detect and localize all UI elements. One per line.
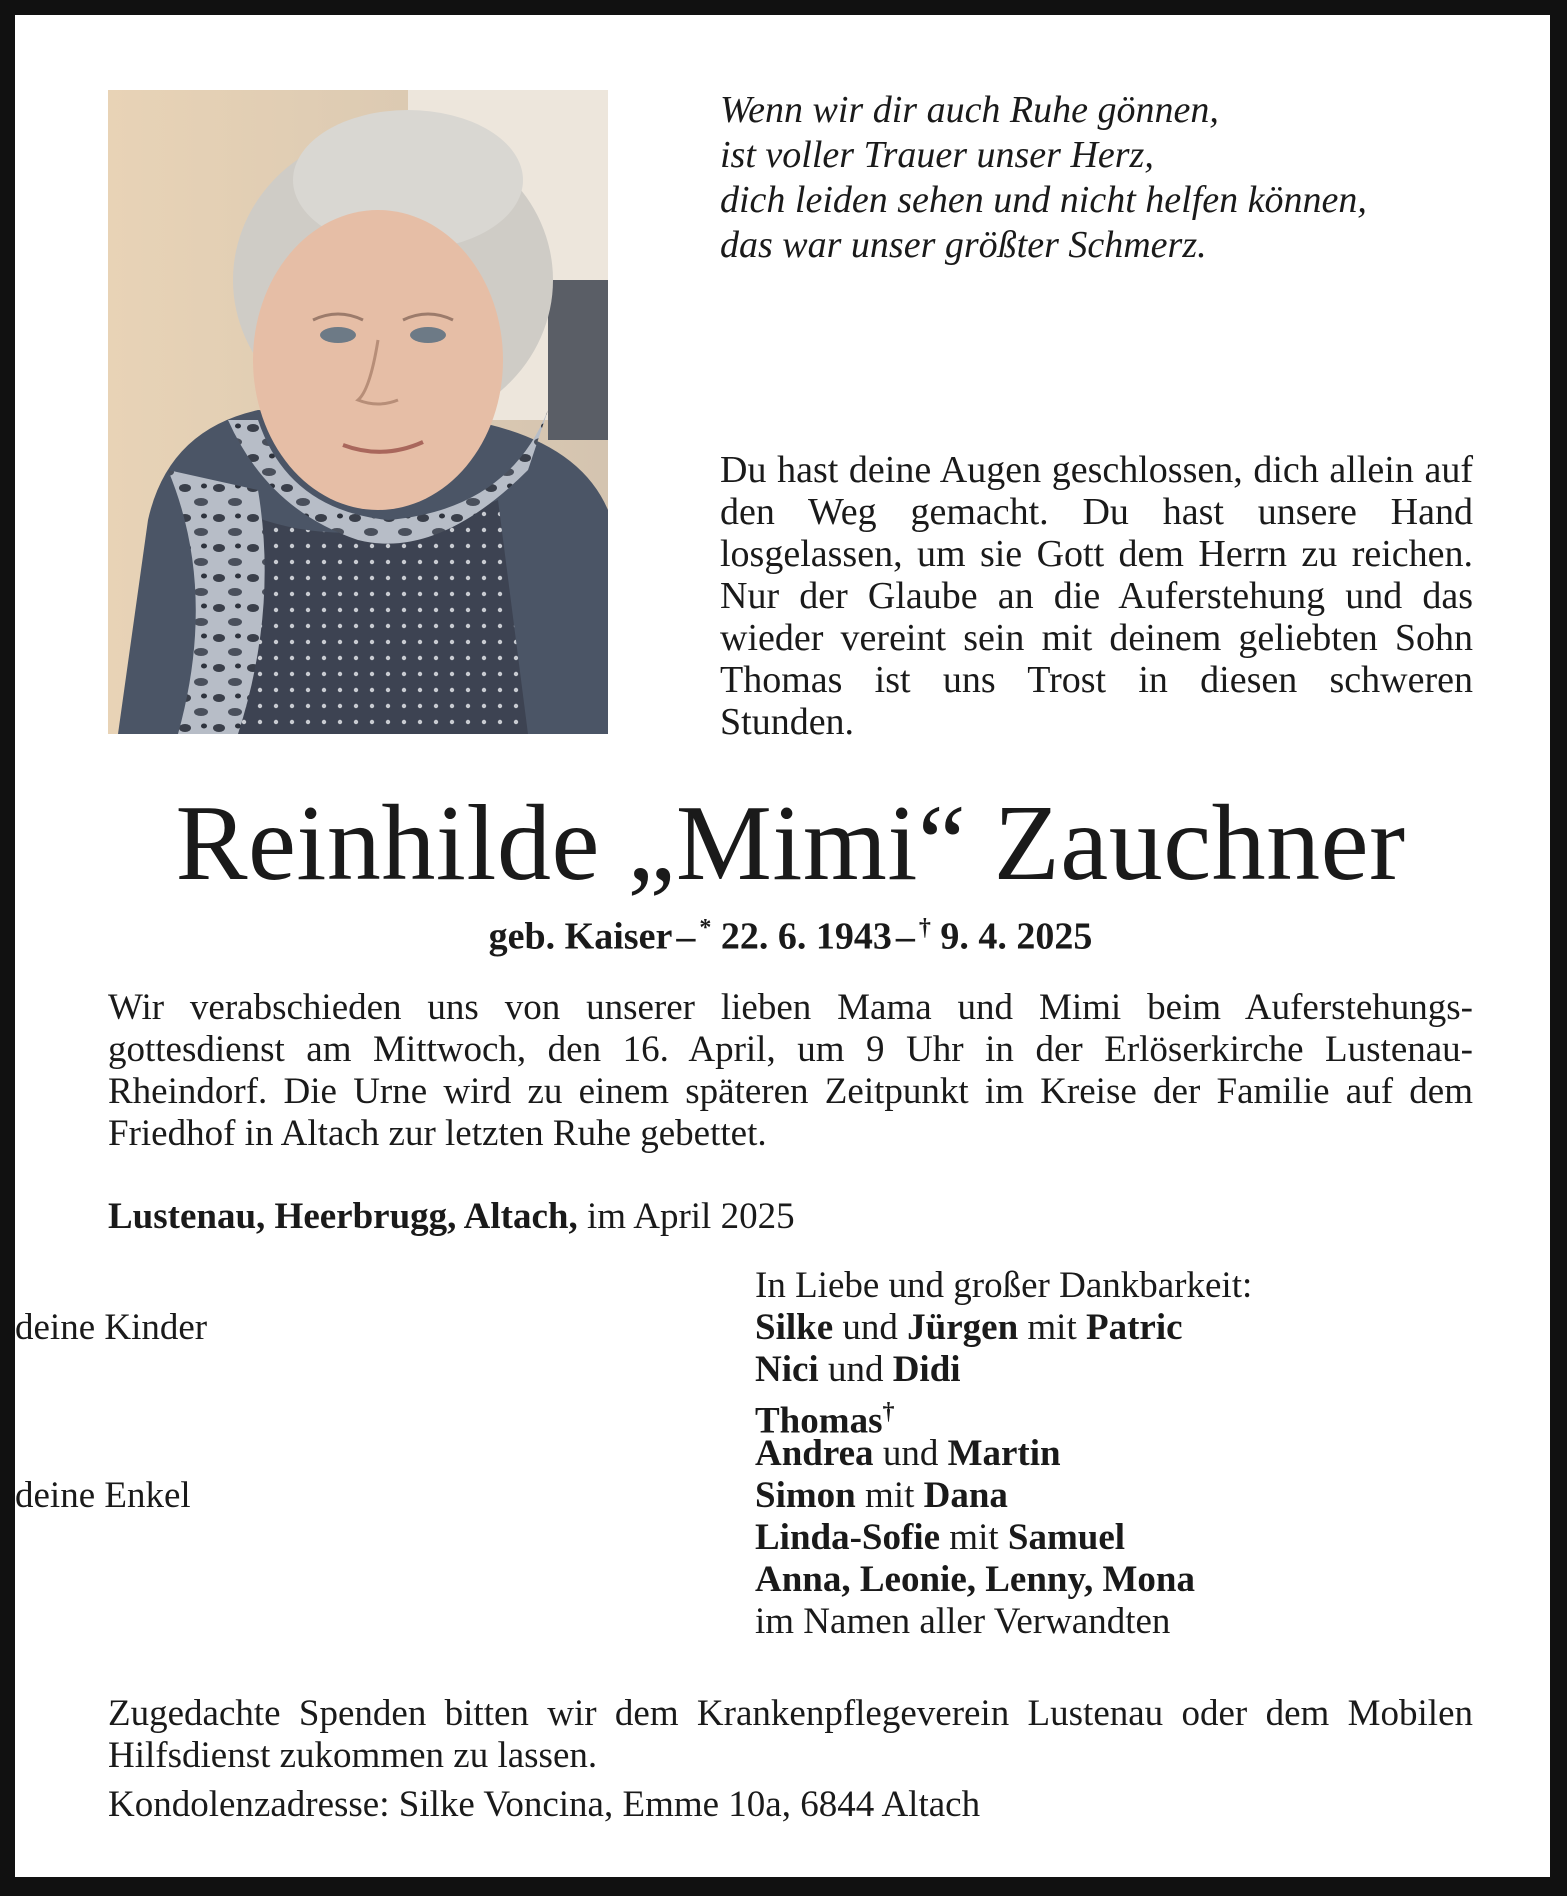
death-date: 9. 4. 2025	[940, 915, 1093, 958]
family-name: Simon	[755, 1475, 856, 1516]
thanks-line: In Liebe und großer Dankbarkeit:	[755, 1265, 1253, 1306]
family-name: Patric	[1085, 1307, 1183, 1348]
separator: –	[895, 915, 915, 958]
donation-note: Zugedachte Spenden bitten wir dem Krankenpflegeverein Lustenau oder dem Mobilen Hilfsdienst zukommen zu lassen.	[108, 1693, 1473, 1776]
poem-line: das war unser größter Schmerz.	[720, 224, 1207, 266]
place-date	[108, 1195, 1108, 1239]
family-name: Samuel	[1007, 1517, 1126, 1558]
poem-line: dich leiden sehen und nicht helfen können,	[720, 179, 1367, 221]
family-row	[755, 1475, 1008, 1517]
children-label: deine Kinder	[15, 1307, 208, 1348]
poem-line: ist voller Trauer unser Herz,	[720, 134, 1154, 176]
place-towns: Lustenau, Heerbrugg, Altach,	[108, 1196, 578, 1237]
died-mark: †	[918, 915, 931, 941]
family-conjunction: mit	[949, 1517, 999, 1558]
poem	[720, 88, 1480, 268]
family-conjunction: und	[827, 1349, 884, 1390]
family-conjunction: mit	[865, 1475, 915, 1516]
service-announcement: Wir verabschieden uns von unserer lieben Mama und Mimi beim Auferstehungs-gottesdienst am Mittwoch, den 16. April, um 9 Uhr in der Erlöserkirche Lustenau-Rheindorf. Die Urne wird zu einem späteren Zeitpunkt im Kreise der Familie auf dem Friedhof in Altach zur letzten Ruhe gebettet.	[108, 987, 1473, 1154]
family-row	[755, 1349, 961, 1391]
family-row	[755, 1307, 1183, 1349]
family-name: Andrea	[755, 1433, 874, 1474]
family-row	[755, 1433, 1061, 1475]
separator: –	[676, 915, 696, 958]
family-name: Thomas	[755, 1400, 883, 1442]
poem-line: Wenn wir dir auch Ruhe gönnen,	[720, 89, 1219, 131]
family-conjunction: mit	[1027, 1307, 1077, 1348]
family-name: Anna, Leonie, Lenny, Mona	[755, 1559, 1195, 1600]
birth-name: geb. Kaiser	[488, 915, 673, 958]
family-conjunction: und	[842, 1307, 898, 1348]
portrait-illustration	[108, 90, 608, 734]
family-row	[755, 1517, 1125, 1559]
family-name: Martin	[947, 1433, 1061, 1474]
life-dates	[108, 905, 1473, 960]
family-name: Linda-Sofie	[755, 1517, 941, 1558]
memorial-prose: Du hast deine Augen geschlossen, dich allein auf den Weg gemacht. Du hast unsere Hand losgelassen, um sie Gott dem Herrn zu reichen. Nur der Glaube an die Auferstehung und das wieder vereint sein mit deinem geliebten Sohn Thomas ist uns Trost in diesen schweren Stunden.	[720, 449, 1473, 743]
family-name: Nici	[755, 1349, 819, 1390]
family-row	[755, 1559, 1195, 1601]
family-name: Didi	[892, 1349, 961, 1390]
deceased-name: Reinhilde „Mimi“ Zauchner	[175, 784, 1406, 903]
born-mark: *	[699, 915, 712, 941]
family-name: Jürgen	[907, 1307, 1019, 1348]
family-conjunction: und	[882, 1433, 939, 1474]
condolence-address: Kondolenzadresse: Silke Voncina, Emme 10a, 6844 Altach	[108, 1784, 981, 1825]
birth-date: 22. 6. 1943	[720, 915, 892, 958]
obituary-page	[15, 15, 1550, 1877]
family-name: Dana	[923, 1475, 1008, 1516]
grandchildren-label: deine Enkel	[15, 1475, 191, 1516]
family-name: Silke	[755, 1307, 834, 1348]
portrait-photo	[108, 90, 608, 734]
place-month: im April 2025	[586, 1196, 795, 1237]
deceased-mark: †	[882, 1399, 895, 1425]
relatives-line: im Namen aller Verwandten	[755, 1601, 1171, 1642]
